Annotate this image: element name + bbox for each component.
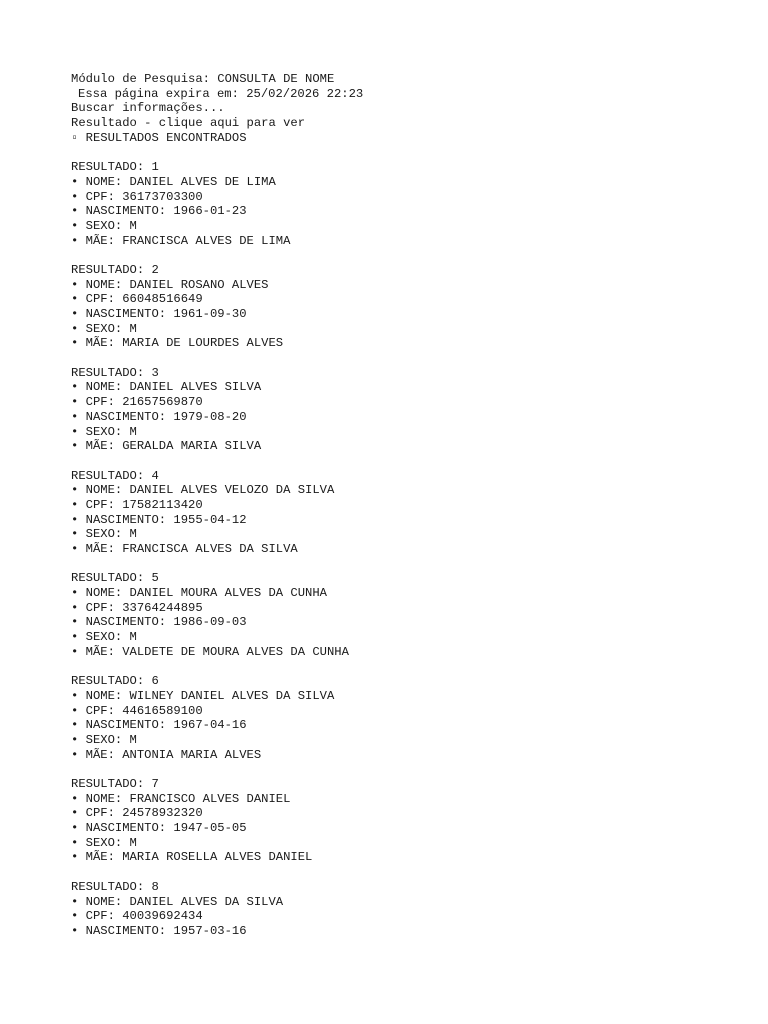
result-mae: • MÃE: VALDETE DE MOURA ALVES DA CUNHA — [71, 644, 349, 659]
result-sexo: • SEXO: M — [71, 321, 137, 336]
search-status: Buscar informações... — [71, 101, 225, 116]
result-block — [71, 674, 751, 777]
result-cpf: • CPF: 17582113420 — [71, 497, 203, 512]
result-cpf: • CPF: 24578932320 — [71, 806, 203, 821]
spacer — [71, 865, 751, 880]
result-heading: RESULTADO: 5 — [71, 571, 159, 586]
result-nome: • NOME: DANIEL MOURA ALVES DA CUNHA — [71, 586, 327, 601]
result-block — [71, 880, 751, 939]
spacer — [71, 557, 751, 572]
result-cpf: • CPF: 40039692434 — [71, 909, 203, 924]
result-block — [71, 469, 751, 572]
results-found-heading: ▫ RESULTADOS ENCONTRADOS — [71, 130, 247, 145]
result-nascimento: • NASCIMENTO: 1947-05-05 — [71, 821, 247, 836]
result-nome: • NOME: DANIEL ALVES DA SILVA — [71, 894, 284, 909]
result-heading: RESULTADO: 7 — [71, 777, 159, 791]
spacer — [71, 351, 751, 366]
result-nascimento: • NASCIMENTO: 1979-08-20 — [71, 409, 247, 424]
result-heading: RESULTADO: 2 — [71, 262, 159, 277]
result-heading: RESULTADO: 6 — [71, 674, 159, 689]
result-nome: • NOME: DANIEL ROSANO ALVES — [71, 277, 269, 292]
results-document — [71, 72, 751, 939]
result-nascimento: • NASCIMENTO: 1986-09-03 — [71, 615, 247, 630]
result-heading: RESULTADO: 4 — [71, 468, 159, 483]
result-nascimento: • NASCIMENTO: 1955-04-12 — [71, 512, 247, 527]
result-block — [71, 777, 751, 880]
result-heading: RESULTADO: 8 — [71, 879, 159, 894]
result-mae: • MÃE: MARIA DE LOURDES ALVES — [71, 336, 284, 351]
spacer — [71, 454, 751, 469]
result-nome: • NOME: FRANCISCO ALVES DANIEL — [71, 791, 291, 806]
result-sexo: • SEXO: M — [71, 424, 137, 439]
result-block — [71, 263, 751, 366]
result-nome: • NOME: DANIEL ALVES SILVA — [71, 380, 262, 395]
result-sexo: • SEXO: M — [71, 732, 137, 747]
result-nome: • NOME: DANIEL ALVES DE LIMA — [71, 174, 276, 189]
result-cpf: • CPF: 21657569870 — [71, 395, 203, 410]
result-nascimento: • NASCIMENTO: 1957-03-16 — [71, 923, 247, 938]
result-nascimento: • NASCIMENTO: 1967-04-16 — [71, 718, 247, 733]
result-mae: • MÃE: FRANCISCA ALVES DA SILVA — [71, 542, 298, 556]
module-title: Módulo de Pesquisa: CONSULTA DE NOME — [71, 72, 335, 86]
result-block — [71, 366, 751, 469]
spacer — [71, 762, 751, 777]
result-heading: RESULTADO: 1 — [71, 160, 159, 175]
expiry-notice: Essa página expira em: 25/02/2026 22:23 — [78, 86, 364, 101]
result-sexo: • SEXO: M — [71, 218, 137, 233]
result-cpf: • CPF: 44616589100 — [71, 703, 203, 718]
result-nome: • NOME: DANIEL ALVES VELOZO DA SILVA — [71, 483, 335, 498]
result-sexo: • SEXO: M — [71, 835, 137, 850]
result-sexo: • SEXO: M — [71, 527, 137, 542]
result-block — [71, 571, 751, 674]
result-nascimento: • NASCIMENTO: 1961-09-30 — [71, 307, 247, 321]
result-block — [71, 160, 751, 263]
view-results-link[interactable]: Resultado - clique aqui para ver — [71, 116, 306, 131]
result-cpf: • CPF: 33764244895 — [71, 600, 203, 615]
result-mae: • MÃE: ANTONIA MARIA ALVES — [71, 747, 262, 762]
spacer — [71, 660, 751, 675]
spacer — [71, 248, 751, 263]
result-mae: • MÃE: FRANCISCA ALVES DE LIMA — [71, 233, 291, 248]
result-nascimento: • NASCIMENTO: 1966-01-23 — [71, 204, 247, 219]
result-mae: • MÃE: MARIA ROSELLA ALVES DANIEL — [71, 850, 313, 865]
result-heading: RESULTADO: 3 — [71, 365, 159, 380]
result-mae: • MÃE: GERALDA MARIA SILVA — [71, 439, 262, 454]
result-sexo: • SEXO: M — [71, 630, 137, 645]
result-cpf: • CPF: 66048516649 — [71, 292, 203, 307]
spacer — [71, 145, 751, 160]
result-nome: • NOME: WILNEY DANIEL ALVES DA SILVA — [71, 688, 335, 703]
result-cpf: • CPF: 36173703300 — [71, 189, 203, 204]
